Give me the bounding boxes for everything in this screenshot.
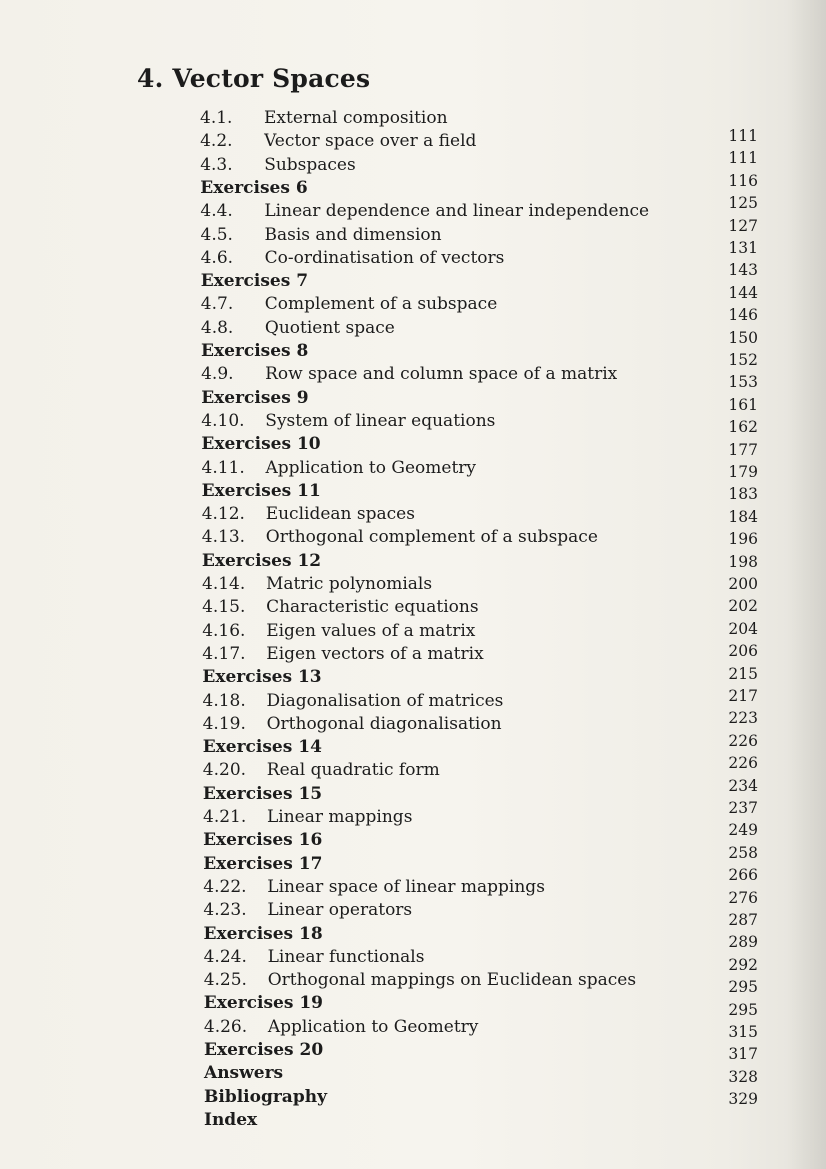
- toc-entry-title: Index: [204, 1109, 258, 1130]
- toc-section-entry: [204, 923, 323, 945]
- page-number: 234: [728, 776, 758, 795]
- toc-entry-number: 4.22.: [203, 876, 247, 897]
- toc-entry-title: Exercises 14: [202, 737, 322, 758]
- toc-entry-number: 4.18.: [202, 690, 246, 711]
- page-number: 200: [728, 575, 758, 593]
- page-number: 143: [728, 261, 758, 280]
- toc-entry-title: Linear space of linear mappings: [267, 876, 545, 897]
- toc-section-entry: [201, 340, 308, 362]
- toc-entry: [201, 224, 442, 246]
- page-number: 215: [728, 664, 758, 683]
- toc-entry-title: Exercises 17: [203, 853, 323, 874]
- toc-entry-title: Row space and column space of a matrix: [265, 364, 618, 385]
- toc-entry-title: Exercises 15: [202, 783, 323, 804]
- toc-entry-number: 4.11.: [201, 457, 245, 478]
- toc-entry-title: Diagonalisation of matrices: [266, 690, 504, 711]
- page-number: 162: [728, 418, 758, 437]
- page-number: 111: [728, 149, 758, 168]
- page-number: 217: [728, 687, 758, 705]
- toc-entry-number: 4.24.: [203, 946, 247, 967]
- toc-entry-number: 4.5.: [200, 224, 233, 245]
- page-number: 177: [728, 440, 758, 459]
- page-number: 287: [728, 911, 758, 929]
- toc-entry-title: Orthogonal complement of a subspace: [265, 527, 598, 548]
- page-number: 223: [728, 709, 758, 728]
- page-number: 315: [728, 1023, 758, 1041]
- toc-entry: [202, 620, 475, 642]
- toc-entry: [200, 130, 476, 152]
- page-number: 249: [728, 821, 758, 840]
- toc-entry: [201, 410, 495, 432]
- toc-entry-number: 4.16.: [202, 620, 246, 641]
- toc-entry-title: Linear mappings: [267, 807, 413, 827]
- toc-entry-number: 4.13.: [201, 527, 246, 548]
- toc-entry: [203, 690, 504, 712]
- toc-section-entry: [201, 270, 308, 292]
- page-number: 202: [728, 597, 758, 616]
- toc-entry-title: Exercises 10: [201, 434, 321, 455]
- toc-entry-title: Quotient space: [264, 317, 395, 338]
- toc-entry-number: 4.12.: [201, 504, 245, 525]
- toc-entry-title: Euclidean spaces: [265, 504, 415, 525]
- page-number: 289: [728, 933, 758, 952]
- toc-entry: [200, 200, 649, 222]
- page-number: 258: [728, 843, 758, 862]
- toc-entry: [201, 363, 617, 385]
- toc-section-entry: [204, 1109, 257, 1131]
- toc-entry-title: Exercises 18: [203, 923, 323, 944]
- page-number: 206: [728, 642, 758, 661]
- page-number: 146: [728, 306, 758, 325]
- page-number: 131: [728, 239, 758, 257]
- toc-entry-number: 4.15.: [202, 597, 246, 618]
- toc-entry-title: Exercises 12: [201, 550, 322, 571]
- toc-entry: [202, 526, 598, 548]
- toc-entry-title: Characteristic equations: [266, 597, 479, 618]
- page-number: 226: [728, 731, 758, 750]
- toc-entry-title: Orthogonal diagonalisation: [266, 713, 502, 734]
- toc-entry-title: Exercises 19: [203, 993, 324, 1014]
- toc-entry-number: 4.6.: [200, 247, 234, 268]
- toc-entry: [203, 806, 412, 828]
- page-number: 127: [728, 216, 758, 235]
- toc-section-entry: [200, 177, 307, 199]
- toc-entry-number: 4.2.: [200, 131, 233, 152]
- page-number: 161: [728, 395, 758, 414]
- toc-entry-number: 4.20.: [202, 760, 247, 781]
- page-number: 328: [728, 1067, 758, 1086]
- toc-section-entry: [202, 666, 321, 688]
- toc-entry-number: 4.17.: [202, 643, 246, 664]
- toc-entry-title: Linear operators: [267, 900, 413, 921]
- toc-entry: [202, 596, 478, 618]
- toc-entry-number: 4.3.: [200, 154, 233, 175]
- page-number: 144: [728, 283, 758, 302]
- toc-entry-number: 4.4.: [200, 201, 233, 222]
- toc-section-entry: [204, 992, 323, 1014]
- page-number: 152: [728, 351, 758, 369]
- toc-entry: [203, 876, 545, 898]
- toc-entry: [203, 713, 502, 735]
- toc-entry-number: 4.26.: [203, 1016, 248, 1037]
- page-number: 317: [728, 1045, 758, 1064]
- toc-entry-title: Complement of a subspace: [264, 294, 498, 315]
- toc-entry-title: Application to Geometry: [267, 1016, 479, 1037]
- toc-entry-title: Basis and dimension: [264, 224, 442, 245]
- toc-entry-title: Matric polynomials: [266, 574, 433, 594]
- toc-entry: [203, 899, 412, 921]
- toc-entry: [204, 946, 425, 968]
- page-number: 266: [728, 866, 758, 885]
- toc-entry: [201, 247, 505, 269]
- toc-section-entry: [202, 480, 321, 502]
- toc-entry: [202, 457, 477, 479]
- toc-entry-number: 4.25.: [203, 970, 247, 991]
- page-number: 116: [728, 171, 758, 190]
- toc-entry-title: Eigen vectors of a matrix: [266, 643, 484, 664]
- page-number: 295: [728, 1000, 758, 1019]
- toc-entry-title: Linear functionals: [267, 946, 425, 967]
- page-number: 196: [728, 530, 758, 549]
- toc-entry: [200, 154, 356, 176]
- page-number: 295: [728, 978, 758, 997]
- toc-entry: [200, 107, 448, 129]
- toc-entry-number: 4.9.: [201, 364, 234, 385]
- toc-entry-title: External composition: [264, 108, 448, 128]
- toc-entry-title: Linear dependence and linear independence: [264, 201, 650, 222]
- toc-entry-title: Exercises 20: [204, 1040, 324, 1060]
- toc-entry: [202, 573, 432, 595]
- toc-entry-number: 4.19.: [202, 713, 246, 734]
- toc-entry-number: 4.1.: [200, 108, 233, 128]
- toc-entry-title: Exercises 13: [202, 667, 322, 688]
- page-number: 226: [728, 754, 758, 773]
- toc-entry-title: Exercises 16: [203, 830, 323, 851]
- page-number: 153: [728, 373, 758, 392]
- toc-entry-title: Vector space over a field: [264, 131, 477, 152]
- toc-entry-title: Orthogonal mappings on Euclidean spaces: [267, 970, 637, 991]
- toc-entry: [201, 317, 395, 339]
- page-number: 276: [728, 888, 758, 907]
- page-number: 150: [728, 328, 758, 347]
- toc-entry-number: 4.8.: [200, 317, 234, 338]
- toc-entry-title: Bibliography: [204, 1086, 327, 1107]
- page-edge-shadow: [786, 0, 826, 1169]
- toc-entry-number: 4.7.: [200, 294, 234, 315]
- page-number: 125: [728, 194, 758, 213]
- toc-section-entry: [202, 550, 321, 572]
- toc-entry-title: Eigen values of a matrix: [266, 620, 476, 641]
- toc-entry: [201, 293, 497, 315]
- toc-entry-number: 4.21.: [203, 807, 247, 827]
- toc-entry-title: Exercises 11: [201, 480, 321, 501]
- toc-entry-title: System of linear equations: [265, 410, 496, 431]
- toc-entry: [204, 969, 636, 991]
- toc-entry-title: Real quadratic form: [266, 760, 440, 781]
- toc-entry-title: Exercises 8: [201, 341, 309, 361]
- toc-entry-title: Application to Geometry: [265, 457, 477, 478]
- page-number: 184: [728, 507, 758, 526]
- toc-section-entry: [203, 853, 322, 875]
- toc-entry: [203, 759, 440, 781]
- toc-entry-number: 4.14.: [202, 574, 246, 594]
- page-number: 198: [728, 552, 758, 571]
- toc-entry-title: Exercises 6: [200, 177, 308, 198]
- toc-entry: [204, 1016, 479, 1038]
- page-number: 111: [728, 127, 758, 145]
- page-number: 204: [728, 619, 758, 638]
- toc-section-entry: [201, 387, 308, 409]
- toc-section-entry: [203, 783, 322, 805]
- toc-section-entry: [204, 1039, 323, 1061]
- toc-section-entry: [204, 1062, 283, 1084]
- toc-entry-title: Exercises 7: [200, 271, 309, 292]
- page-number: 292: [728, 955, 758, 974]
- toc-entry-title: Answers: [204, 1063, 284, 1084]
- toc-entry-number: 4.10.: [201, 410, 245, 431]
- toc-section-entry: [201, 433, 320, 455]
- page-number: 183: [728, 485, 758, 504]
- toc-section-entry: [204, 1086, 327, 1108]
- chapter-title: 4. Vector Spaces: [137, 64, 371, 93]
- toc-entry: [202, 503, 415, 525]
- toc-section-entry: [203, 829, 322, 851]
- toc-entry-number: 4.23.: [203, 900, 247, 921]
- toc-entry: [202, 643, 483, 665]
- toc-entry-title: Exercises 9: [201, 387, 309, 408]
- page-number: 237: [728, 799, 758, 817]
- toc-entry-title: Co-ordinatisation of vectors: [264, 247, 505, 268]
- toc-section-entry: [203, 736, 322, 758]
- page-number: 179: [728, 463, 758, 481]
- page-number: 329: [728, 1090, 758, 1109]
- toc-entry-title: Subspaces: [264, 154, 356, 175]
